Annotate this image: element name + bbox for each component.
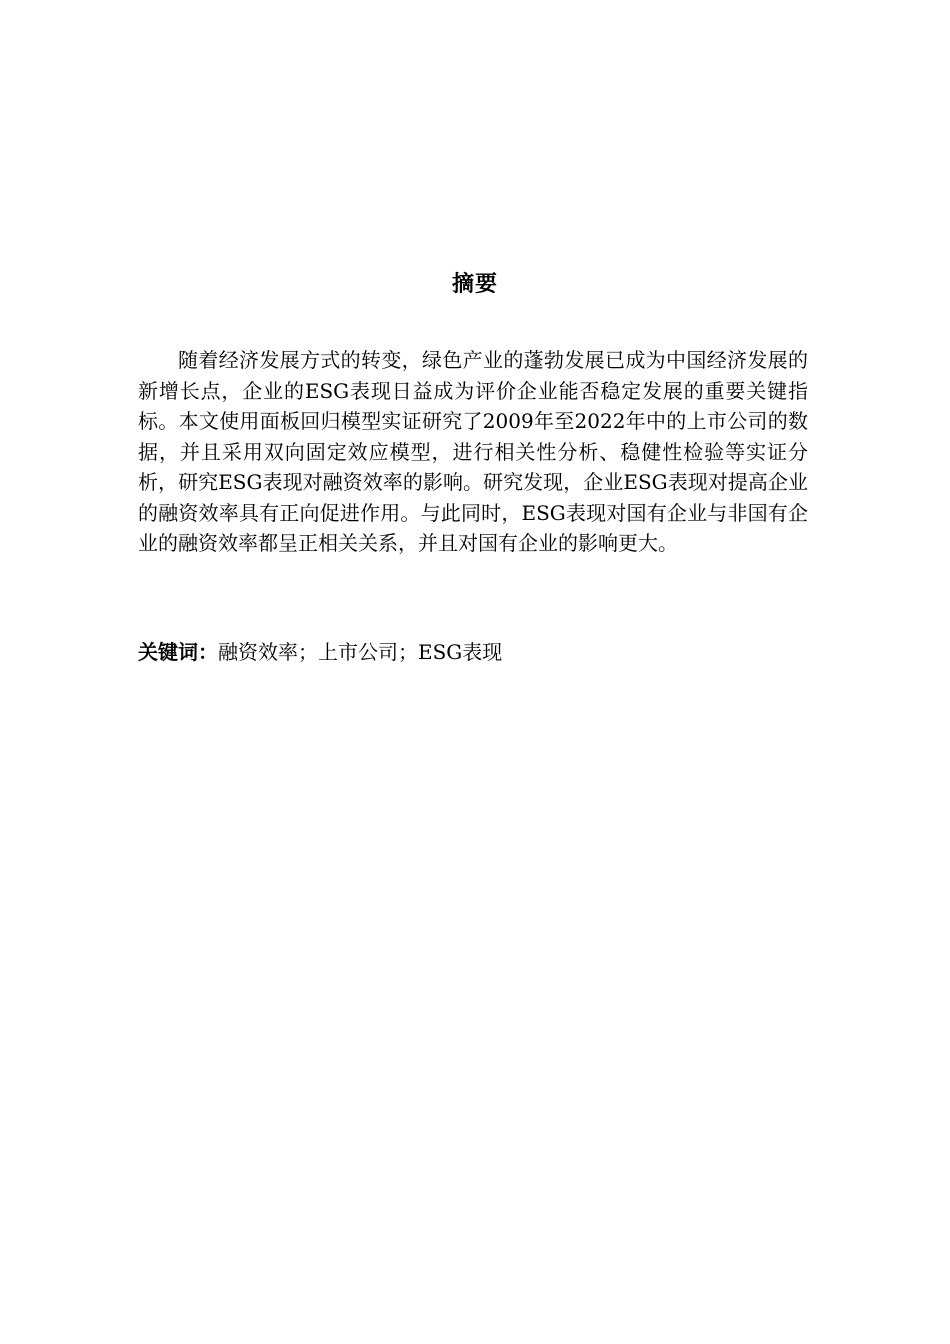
abstract-body: 随着经济发展方式的转变，绿色产业的蓬勃发展已成为中国经济发展的新增长点，企业的ESG表现日益成为评价企业能否稳定发展的重要关键指标。本文使用面板回归模型实证研究了2009年至2022年中的上市公司的数据，并且采用双向固定效应模型，进行相关性分析、稳健性检验等实证分析，研究ESG表现对融资效率的影响。研究发现，企业ESG表现对提高企业的融资效率具有正向促进作用。与此同时，ESG表现对国有企业与非国有企业的融资效率都呈正相关关系，并且对国有企业的影响更大。 <box>138 348 808 555</box>
keywords-label: 关键词： <box>138 640 218 664</box>
keywords-value: 融资效率；上市公司；ESG表现 <box>218 640 503 664</box>
keywords-line <box>138 637 808 667</box>
abstract-title: 摘要 <box>451 272 498 297</box>
